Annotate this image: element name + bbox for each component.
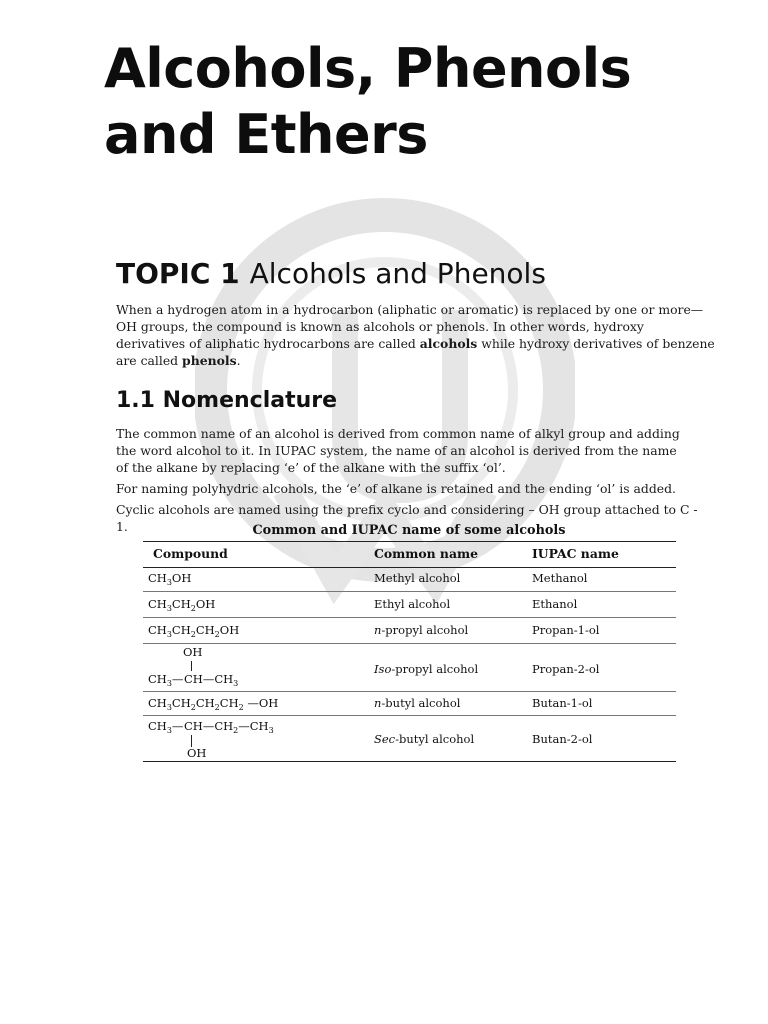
iupac-name-propan-2-ol: Propan-2-ol bbox=[532, 662, 600, 676]
term-phenols: phenols bbox=[182, 353, 237, 368]
common-name-ethanol: Ethyl alcohol bbox=[374, 597, 451, 611]
iupac-name-methanol: Methanol bbox=[532, 571, 588, 585]
row-divider bbox=[143, 715, 676, 716]
common-name-butan-1-ol: n-butyl alcohol bbox=[374, 696, 461, 710]
iupac-name-ethanol: Ethanol bbox=[532, 597, 578, 611]
chapter-title-line-2: and Ethers bbox=[104, 103, 428, 166]
iupac-name-propan-1-ol: Propan-1-ol bbox=[532, 623, 600, 637]
nomenclature-paragraph-2: For naming polyhydric alcohols, the ‘e’ of alkane is retained and the ending ‘ol’ is added. bbox=[116, 481, 676, 496]
row-divider bbox=[143, 591, 676, 592]
table-header-rule bbox=[143, 567, 676, 568]
common-name-propan-2-ol: Iso-propyl alcohol bbox=[374, 662, 479, 676]
chapter-title-line-1: Alcohols, Phenols bbox=[104, 37, 632, 100]
compound-ethanol: $CH_3CH_2OH$ bbox=[148, 597, 216, 613]
compound-propan-1-ol: $CH_3CH_2CH_2OH$ bbox=[148, 623, 240, 639]
compound-methanol: $CH_3OH$ bbox=[148, 571, 192, 587]
common-name-butan-2-ol: Sec-butyl alcohol bbox=[374, 732, 475, 746]
term-alcohols: alcohols bbox=[419, 336, 478, 351]
table-caption: Common and IUPAC name of some alcohols bbox=[252, 523, 566, 538]
nomenclature-paragraph-3: Cyclic alcohols are named using the prefix cyclo and considering – OH group attached to C - 1. bbox=[116, 502, 698, 534]
topic-number: TOPIC 1 bbox=[116, 257, 240, 290]
iupac-name-butan-1-ol: Butan-1-ol bbox=[532, 696, 593, 710]
section-heading: 1.1 Nomenclature bbox=[116, 388, 338, 413]
intro-paragraph: When a hydrogen atom in a hydrocarbon (aliphatic or aromatic) is replaced by one or more—OH groups, the compound is known as alcohols or phenols. In other words, hydroxy derivatives of aliphatic hydrocarbons are called alcohols while hydroxy derivatives of benzene are called phenols. bbox=[116, 302, 715, 368]
row-divider bbox=[143, 691, 676, 692]
compound-butan-1-ol: $CH_3CH_2CH_2CH_2$ —OH bbox=[148, 696, 279, 712]
table-top-rule bbox=[143, 541, 676, 542]
header-iupac-name: IUPAC name bbox=[532, 546, 619, 561]
topic-title: Alcohols and Phenols bbox=[249, 257, 546, 290]
header-compound: Compound bbox=[153, 546, 228, 561]
table-bottom-rule bbox=[143, 761, 676, 762]
row-divider bbox=[143, 617, 676, 618]
chapter-title bbox=[104, 36, 631, 168]
common-name-propan-1-ol: n-propyl alcohol bbox=[374, 623, 469, 637]
common-name-methanol: Methyl alcohol bbox=[374, 571, 461, 585]
header-common-name: Common name bbox=[374, 546, 478, 561]
row-divider bbox=[143, 643, 676, 644]
topic-heading bbox=[116, 254, 546, 294]
iupac-name-butan-2-ol: Butan-2-ol bbox=[532, 732, 593, 746]
nomenclature-paragraph-1: The common name of an alcohol is derived from common name of alkyl group and adding the word alcohol to it. In IUPAC system, the name of an alcohol is derived from the name of the alkane by replacing ‘e’ of the alkane with the suffix ‘ol’. bbox=[116, 426, 680, 475]
